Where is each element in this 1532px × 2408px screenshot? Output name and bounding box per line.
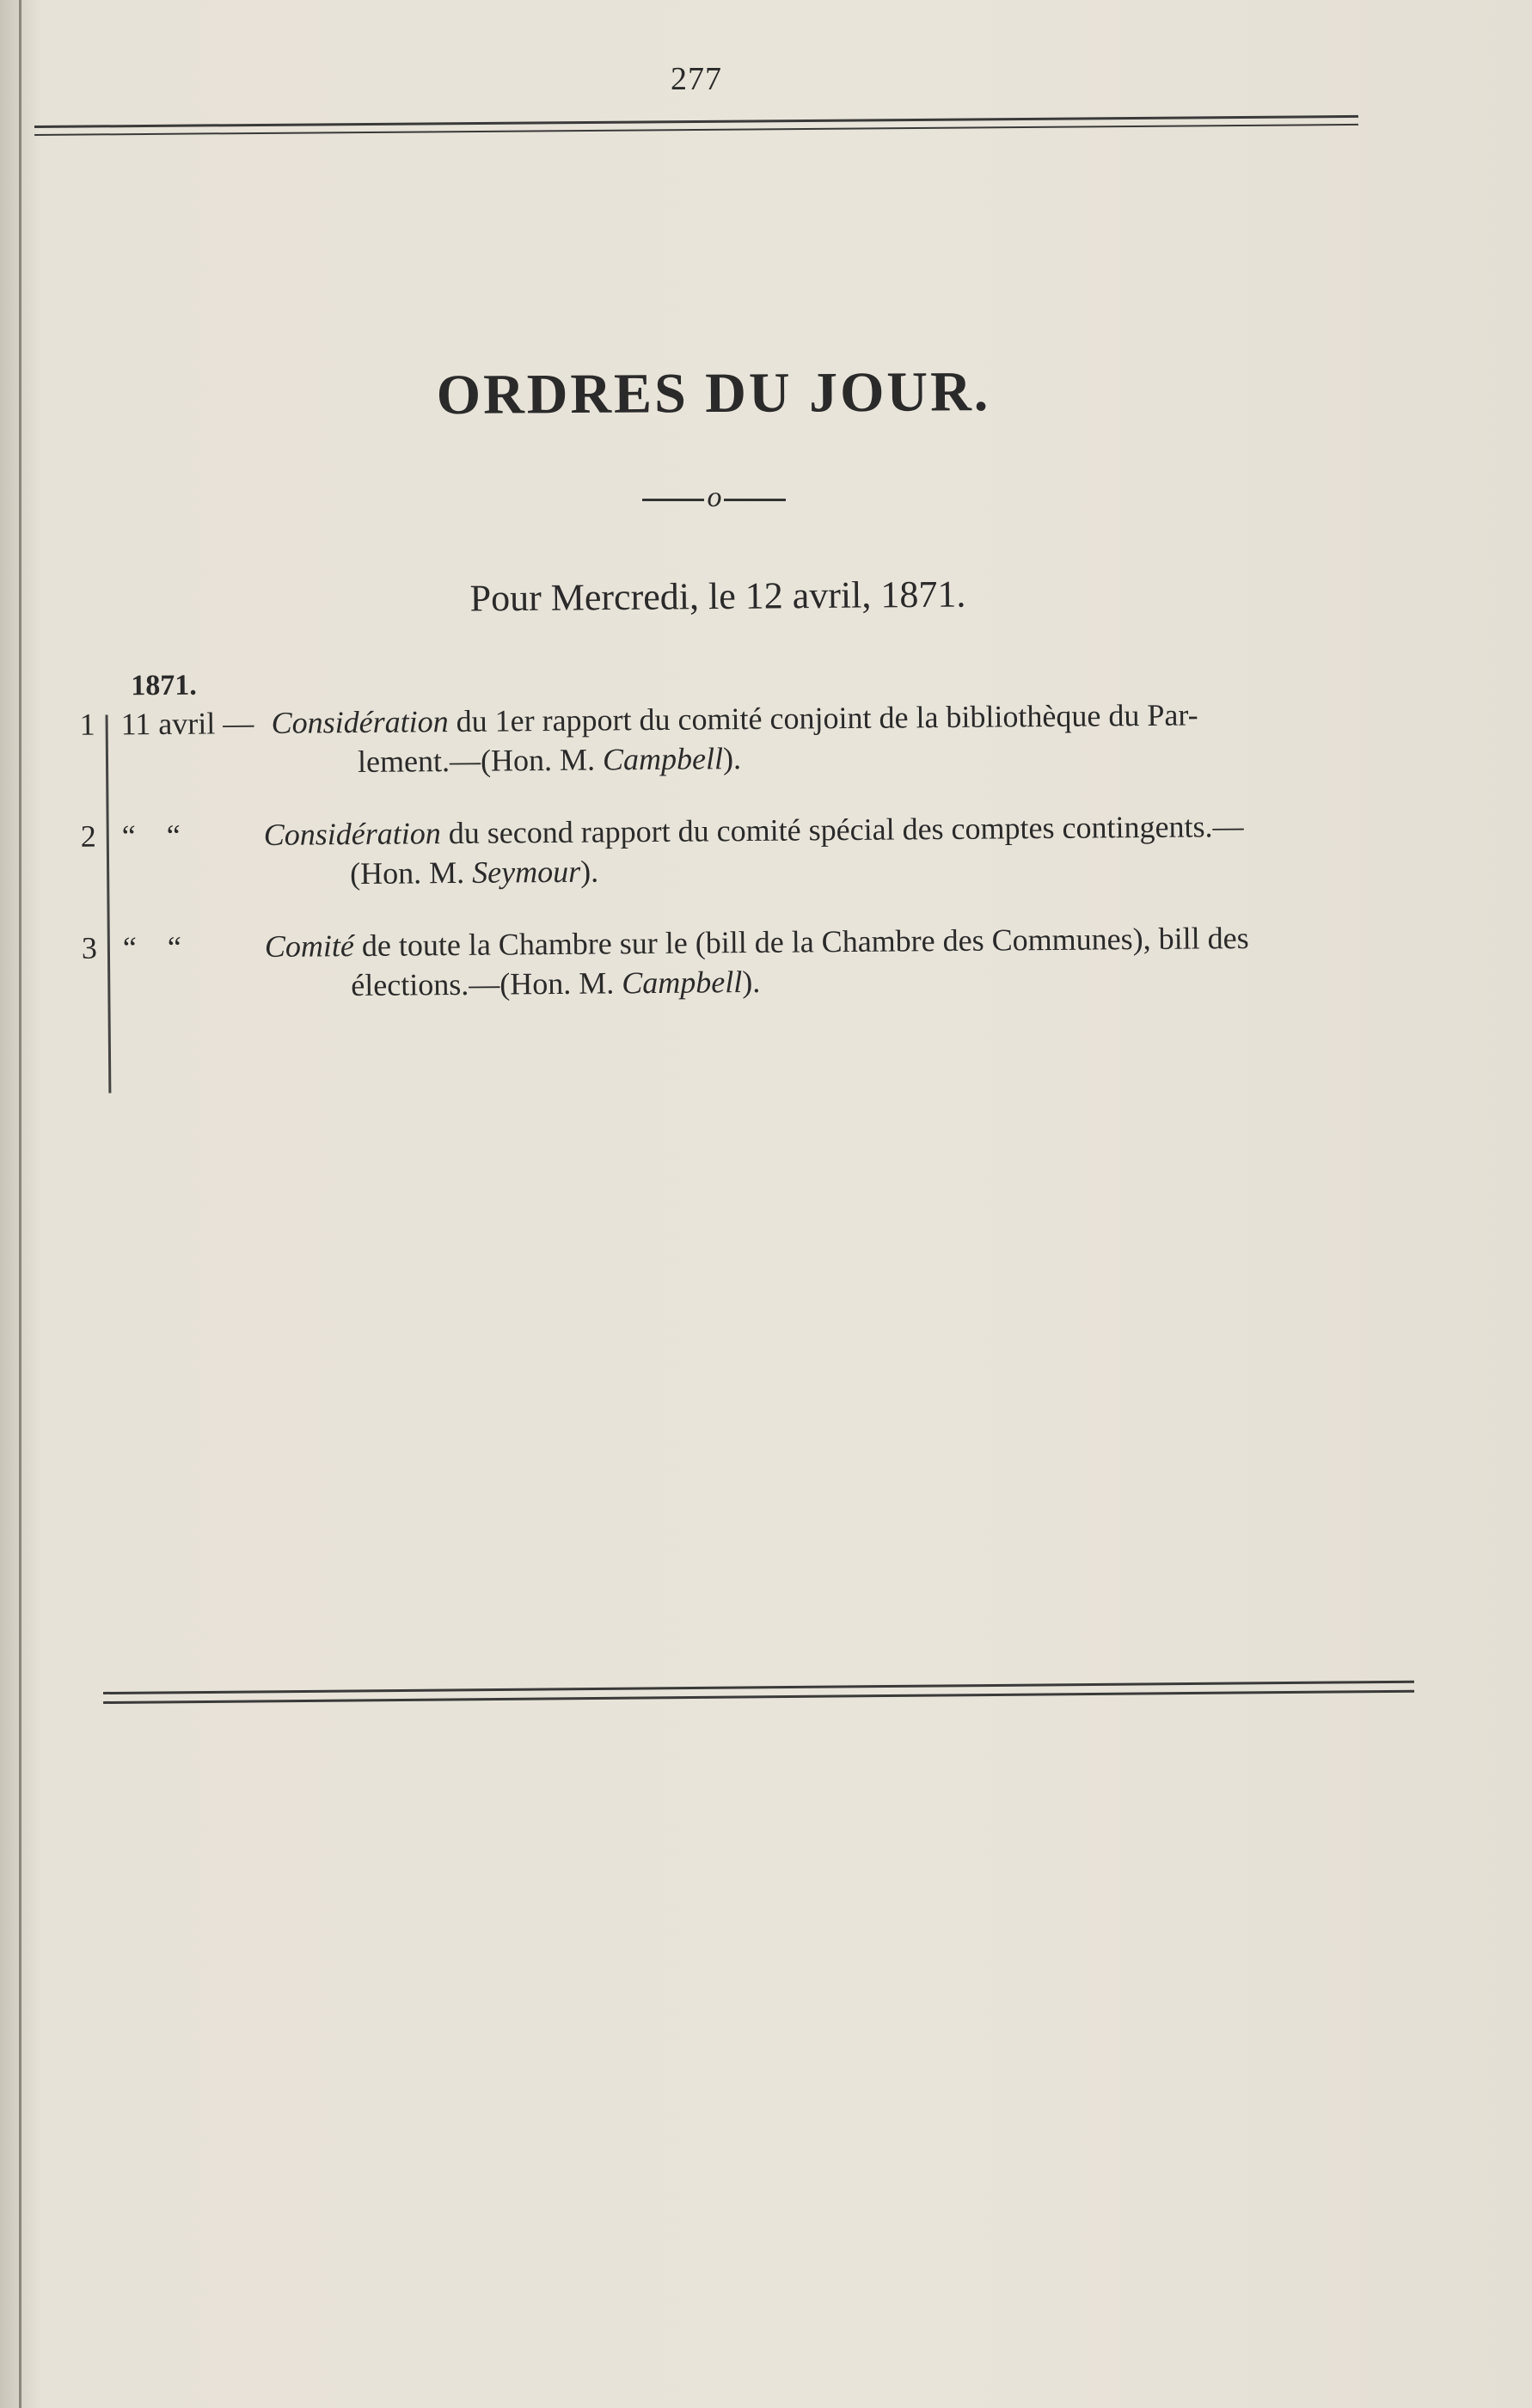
order-rest: de toute la Chambre sur le (bill de la Chambre des Communes), bill des bbox=[353, 920, 1249, 964]
order-member: Campbell bbox=[622, 965, 743, 1001]
order-cont: élections.—(Hon. M. bbox=[351, 965, 622, 1003]
ornament-mark: o bbox=[707, 481, 720, 513]
ornament-bar-right bbox=[724, 499, 786, 501]
order-cont: (Hon. M. bbox=[349, 855, 473, 892]
title-ornament bbox=[0, 481, 1427, 514]
order-close: ). bbox=[579, 854, 599, 889]
order-number: 1 bbox=[79, 707, 95, 742]
page-number: 277 bbox=[671, 61, 722, 97]
order-continuation bbox=[265, 957, 1382, 1006]
order-lead: Considération bbox=[271, 704, 449, 740]
order-text bbox=[271, 694, 1389, 782]
order-text bbox=[265, 917, 1383, 1006]
order-lead: Considération bbox=[263, 816, 441, 852]
top-double-rule bbox=[34, 115, 1358, 136]
orders-list bbox=[60, 650, 1401, 1003]
order-continuation bbox=[264, 845, 1382, 894]
order-number: 2 bbox=[80, 818, 96, 854]
session-date-heading: Pour Mercredi, le 12 avril, 1871. bbox=[469, 573, 966, 620]
binding-edge bbox=[19, 0, 21, 2408]
order-number-divider bbox=[106, 715, 112, 1094]
order-text bbox=[264, 806, 1382, 894]
order-lead: Comité bbox=[264, 928, 355, 964]
page-title: ORDRES DU JOUR. bbox=[436, 360, 991, 426]
order-date: “ “ bbox=[121, 818, 181, 854]
order-member: Seymour bbox=[471, 854, 581, 890]
bottom-double-rule bbox=[103, 1681, 1414, 1704]
order-item bbox=[60, 693, 1401, 779]
order-continuation bbox=[272, 733, 1389, 782]
order-number: 3 bbox=[81, 930, 98, 965]
order-close: ). bbox=[742, 964, 761, 1000]
order-item bbox=[63, 916, 1404, 1003]
year-header: 1871. bbox=[131, 669, 197, 702]
order-cont: lement.—(Hon. M. bbox=[357, 742, 604, 779]
order-date: 11 avril — bbox=[120, 706, 254, 742]
order-item bbox=[62, 805, 1403, 892]
order-member: Campbell bbox=[602, 741, 724, 777]
order-date: “ “ bbox=[122, 929, 182, 965]
order-close: ). bbox=[722, 741, 742, 776]
ornament-bar-left bbox=[642, 499, 704, 501]
order-rest: du 1er rapport du comité conjoint de la bibliothèque du Par- bbox=[448, 697, 1198, 739]
order-rest: du second rapport du comité spécial des comptes contingents.— bbox=[440, 808, 1244, 851]
